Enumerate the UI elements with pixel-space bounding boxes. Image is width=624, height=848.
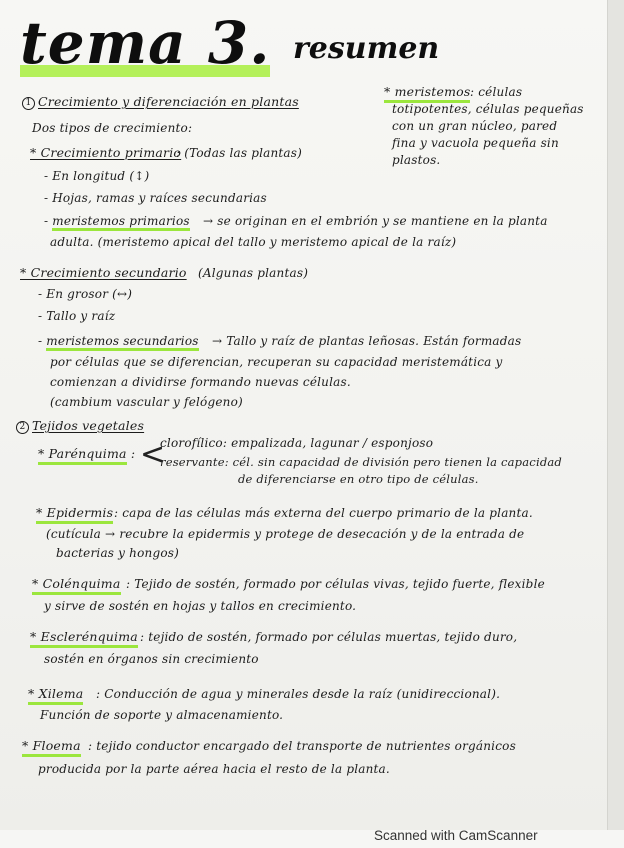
page-title: tema 3. [20,9,271,77]
secundario-label: * Crecimiento secundario [20,265,187,280]
section-2-heading: 2 Tejidos vegetales [16,420,144,434]
xilema-line: : Conducción de agua y minerales desde la raíz (unidireccional). [96,687,501,701]
meristemos-primarios-label: - meristemos primarios [44,215,190,231]
section-number: 1 [22,97,35,110]
esclerenquima-line: sostén en órganos sin crecimiento [44,652,259,666]
meristemos-primarios-text: → se originan en el embrión y se mantiene en la planta [203,214,548,228]
secundario-desc: (Algunas plantas) [198,266,309,280]
primario-item: - Hojas, ramas y raíces secundarias [44,191,267,205]
secundario-line: → Tallo y raíz de plantas leñosas. Están formadas [212,334,522,348]
meristemos-note-line: con un gran núcleo, pared [392,119,558,133]
page-subtitle: resumen [293,31,440,66]
floema-line: : tejido conductor encargado del transporte de nutrientes orgánicos [88,739,516,753]
parenquima-reservante-2: de diferenciarse en otro tipo de células. [238,472,479,486]
epidermis-label: * Epidermis [36,507,113,524]
parenquima-clorofilico: clorofílico: empalizada, lagunar / esponjoso [160,436,434,450]
parenquima-label: * Parénquima : [38,448,135,465]
parenquima-reservante: reservante: cél. sin capacidad de división pero tienen la capacidad [160,455,562,469]
section-1-heading: 1 Crecimiento y diferenciación en plantas [22,96,299,110]
secundario-line: comienzan a dividirse formando nuevas células. [50,375,351,389]
scanner-watermark: Scanned with CamScanner [374,828,538,843]
meristemos-primarios-text-2: adulta. (meristemo apical del tallo y meristemo apical de la raíz) [50,235,457,249]
section-number: 2 [16,421,29,434]
primario-desc: : (Todas las plantas) [176,146,303,160]
meristemos-note-line: fina y vacuola pequeña sin [392,136,559,150]
primario-label: * Crecimiento primario [30,145,182,160]
meristemos-secundarios-label: - meristemos secundarios [38,335,199,351]
meristemos-note-line: : células [470,85,523,99]
brace-icon: < [140,437,166,472]
page-edge [607,0,624,848]
secundario-line: (cambium vascular y felógeno) [50,395,243,409]
meristemos-note-label: * meristemos [384,86,470,103]
esclerenquima-label: * Esclerénquima [30,631,138,648]
colenquima-label: * Colénquima [32,578,121,595]
secundario-line: por células que se diferencian, recuperan su capacidad meristemática y [50,355,503,369]
primario-item: - En longitud (↕) [44,169,150,183]
colenquima-line: : Tejido de sostén, formado por células vivas, tejido fuerte, flexible [126,577,545,591]
floema-label: * Floema [22,740,81,757]
colenquima-line: y sirve de sostén en hojas y tallos en crecimiento. [44,599,357,613]
xilema-line: Función de soporte y almacenamiento. [40,708,284,722]
epidermis-line: bacterias y hongos) [56,546,180,560]
epidermis-line: (cutícula → recubre la epidermis y protege de desecación y de la entrada de [46,527,525,541]
meristemos-note-line: totipotentes, células pequeñas [392,102,584,116]
floema-line: producida por la parte aérea hacia el resto de la planta. [38,762,390,776]
secundario-item: - Tallo y raíz [38,309,116,323]
secundario-item: - En grosor (↔) [38,287,133,301]
section-1-intro: Dos tipos de crecimiento: [32,121,193,135]
epidermis-line: : capa de las células más externa del cuerpo primario de la planta. [114,506,533,520]
esclerenquima-line: : tejido de sostén, formado por células muertas, tejido duro, [140,630,518,644]
meristemos-note-line: plastos. [392,153,441,167]
xilema-label: * Xilema [28,688,83,705]
